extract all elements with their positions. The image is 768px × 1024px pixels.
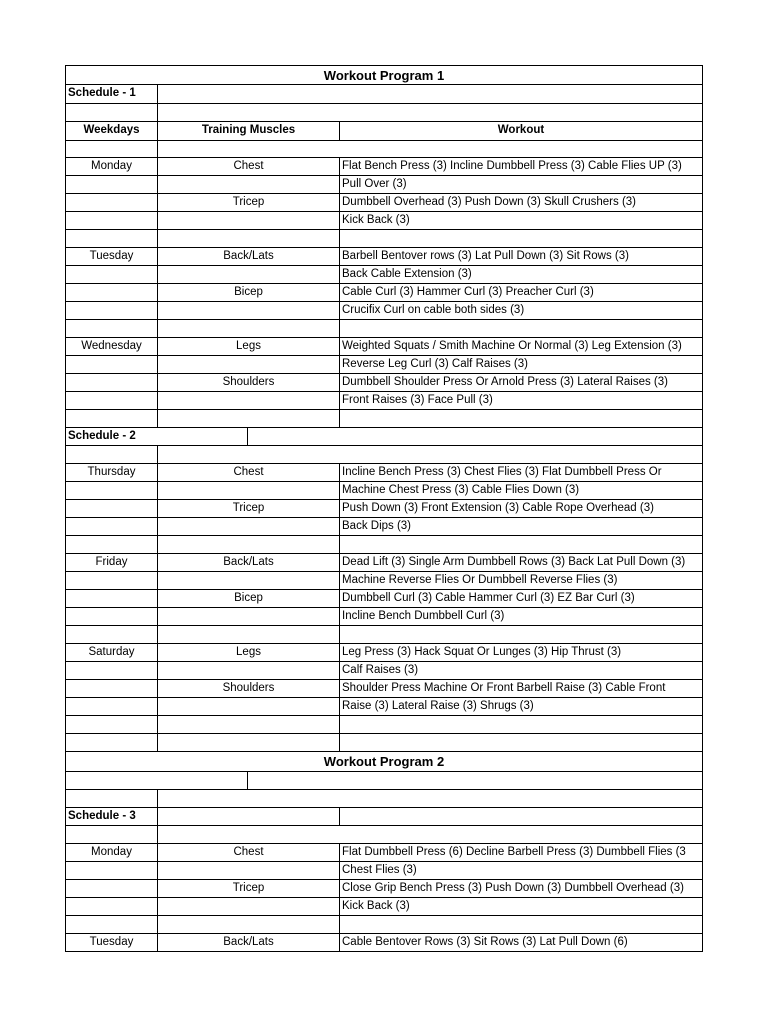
training-muscle-cell: Chest (157, 844, 339, 861)
workout-cell: Push Down (3) Front Extension (3) Cable Rope Overhead (3) (339, 500, 702, 517)
workout-row (65, 464, 703, 482)
training-muscle-cell (157, 662, 339, 679)
training-muscle-cell (157, 698, 339, 715)
workout-row (65, 176, 703, 194)
schedule-1-label-row (65, 85, 703, 104)
workout-cell: Front Raises (3) Face Pull (3) (339, 392, 702, 409)
schedule-3-label: Schedule - 3 (68, 810, 136, 822)
weekday-cell (66, 230, 157, 247)
training-muscle-cell (157, 266, 339, 283)
workout-cell (339, 716, 702, 733)
training-muscle-cell (157, 862, 339, 879)
weekday-cell (66, 590, 157, 607)
weekday-cell: Wednesday (81, 340, 142, 352)
workout-cell (339, 536, 702, 553)
workout-row (65, 662, 703, 680)
training-muscle-cell (157, 356, 339, 373)
weekdays-header: Weekdays (83, 124, 140, 136)
workout-cell (339, 916, 702, 933)
weekday-cell: Monday (91, 846, 132, 858)
workout-row (65, 500, 703, 518)
workout-cell (339, 230, 702, 247)
weekday-cell (66, 716, 157, 733)
weekday-cell (66, 194, 157, 211)
empty-cell (66, 772, 247, 789)
workout-cell: Incline Bench Dumbbell Curl (3) (339, 608, 702, 625)
workout-row (65, 518, 703, 536)
weekday-cell (66, 698, 157, 715)
spacer-row (65, 446, 703, 464)
workout-cell: Cable Bentover Rows (3) Sit Rows (3) Lat Pull Down (6) (339, 934, 702, 951)
spacer-row (65, 104, 703, 122)
spacer-row (65, 826, 703, 844)
schedule-1-label: Schedule - 1 (68, 87, 136, 99)
workout-row (65, 158, 703, 176)
weekday-cell (66, 880, 157, 897)
training-muscle-cell (157, 230, 339, 247)
workout-row (65, 320, 703, 338)
weekday-cell (66, 734, 157, 751)
training-muscle-cell (157, 608, 339, 625)
training-muscle-cell: Shoulders (157, 374, 339, 391)
workout-cell: Reverse Leg Curl (3) Calf Raises (3) (339, 356, 702, 373)
workout-row (65, 194, 703, 212)
weekday-cell (66, 916, 157, 933)
weekday-cell (66, 680, 157, 697)
workout-cell (339, 626, 702, 643)
workout-row (65, 410, 703, 428)
workout-cell: Kick Back (3) (339, 898, 702, 915)
training-muscle-cell (157, 176, 339, 193)
program-1-title: Workout Program 1 (323, 68, 445, 83)
empty-cell (157, 141, 702, 157)
workout-cell: Pull Over (3) (339, 176, 702, 193)
training-muscle-cell: Chest (157, 464, 339, 481)
workout-row (65, 844, 703, 862)
workout-row (65, 862, 703, 880)
training-muscle-cell: Chest (157, 158, 339, 175)
workout-cell (339, 410, 702, 427)
workout-cell: Leg Press (3) Hack Squat Or Lunges (3) Hip Thrust (3) (339, 644, 702, 661)
workout-row (65, 626, 703, 644)
workout-cell: Dead Lift (3) Single Arm Dumbbell Rows (3) Back Lat Pull Down (3) (339, 554, 702, 571)
weekday-cell: Tuesday (89, 250, 134, 262)
workout-row (65, 212, 703, 230)
weekday-cell (66, 284, 157, 301)
workout-cell: Raise (3) Lateral Raise (3) Shrugs (3) (339, 698, 702, 715)
empty-cell (157, 790, 702, 807)
workout-row (65, 680, 703, 698)
workout-row (65, 536, 703, 554)
training-muscle-cell (157, 626, 339, 643)
workout-cell: Dumbbell Shoulder Press Or Arnold Press (3) Lateral Raises (3) (339, 374, 702, 391)
training-muscle-cell (157, 392, 339, 409)
training-muscle-cell (157, 898, 339, 915)
workout-row (65, 338, 703, 356)
weekday-cell (66, 302, 157, 319)
workout-row (65, 248, 703, 266)
weekday-cell (66, 500, 157, 517)
workout-row (65, 934, 703, 952)
workout-cell: Flat Dumbbell Press (6) Decline Barbell Press (3) Dumbbell Flies (3 (339, 844, 702, 861)
training-muscle-cell: Back/Lats (157, 934, 339, 951)
workout-cell: Dumbbell Curl (3) Cable Hammer Curl (3) EZ Bar Curl (3) (339, 590, 702, 607)
workout-row (65, 302, 703, 320)
program-2-title-row (65, 752, 703, 772)
empty-cell (157, 446, 702, 463)
workout-cell: Back Dips (3) (339, 518, 702, 535)
schedule-1-table (65, 158, 703, 428)
workout-cell: Dumbbell Overhead (3) Push Down (3) Skull Crushers (3) (339, 194, 702, 211)
training-muscle-cell: Back/Lats (157, 248, 339, 265)
training-muscle-cell: Legs (157, 644, 339, 661)
workout-cell: Back Cable Extension (3) (339, 266, 702, 283)
workout-cell: Weighted Squats / Smith Machine Or Normal (3) Leg Extension (3) (339, 338, 702, 355)
training-muscles-header: Training Muscles (157, 122, 339, 140)
workout-row (65, 590, 703, 608)
empty-cell (157, 826, 702, 843)
workout-row (65, 482, 703, 500)
workout-row (65, 284, 703, 302)
workout-cell: Flat Bench Press (3) Incline Dumbbell Press (3) Cable Flies UP (3) (339, 158, 702, 175)
workout-cell: Calf Raises (3) (339, 662, 702, 679)
training-muscle-cell: Tricep (157, 880, 339, 897)
empty-cell (157, 85, 702, 103)
column-header-row (65, 122, 703, 141)
schedule-2-table (65, 464, 703, 752)
empty-cell (247, 428, 702, 445)
spacer-row (65, 790, 703, 808)
weekday-cell (66, 176, 157, 193)
workout-row (65, 356, 703, 374)
training-muscle-cell (157, 734, 339, 751)
training-muscle-cell (157, 482, 339, 499)
workout-cell: Cable Curl (3) Hammer Curl (3) Preacher Curl (3) (339, 284, 702, 301)
training-muscle-cell (157, 302, 339, 319)
training-muscle-cell (157, 716, 339, 733)
workout-row (65, 266, 703, 284)
spacer-row (65, 772, 703, 790)
spacer-row (65, 141, 703, 158)
training-muscle-cell: Legs (157, 338, 339, 355)
workout-cell: Close Grip Bench Press (3) Push Down (3) Dumbbell Overhead (3) (339, 880, 702, 897)
weekday-cell (66, 320, 157, 337)
workout-cell (339, 320, 702, 337)
workout-cell: Machine Chest Press (3) Cable Flies Down (3) (339, 482, 702, 499)
weekday-cell (66, 518, 157, 535)
workout-cell: Kick Back (3) (339, 212, 702, 229)
workout-cell (339, 734, 702, 751)
workout-cell: Shoulder Press Machine Or Front Barbell Raise (3) Cable Front (339, 680, 702, 697)
workout-cell: Machine Reverse Flies Or Dumbbell Reverse Flies (3) (339, 572, 702, 589)
training-muscle-cell (157, 212, 339, 229)
weekday-cell: Friday (95, 556, 128, 568)
workout-row (65, 608, 703, 626)
weekday-cell (66, 266, 157, 283)
weekday-cell: Tuesday (89, 936, 134, 948)
training-muscle-cell (157, 320, 339, 337)
weekday-cell (66, 374, 157, 391)
workout-row (65, 392, 703, 410)
weekday-cell (66, 862, 157, 879)
workout-row (65, 554, 703, 572)
workout-row (65, 880, 703, 898)
workout-row (65, 230, 703, 248)
workout-header: Workout (339, 122, 702, 140)
empty-cell (157, 104, 702, 121)
workout-spreadsheet (65, 65, 703, 952)
empty-cell (157, 808, 339, 825)
weekday-cell (66, 410, 157, 427)
weekday-cell: Saturday (88, 646, 135, 658)
training-muscle-cell (157, 410, 339, 427)
training-muscle-cell: Back/Lats (157, 554, 339, 571)
weekday-cell (66, 608, 157, 625)
training-muscle-cell: Bicep (157, 284, 339, 301)
workout-row (65, 734, 703, 752)
training-muscle-cell: Bicep (157, 590, 339, 607)
training-muscle-cell (157, 536, 339, 553)
training-muscle-cell (157, 916, 339, 933)
training-muscle-cell (157, 518, 339, 535)
weekday-cell (66, 572, 157, 589)
workout-row (65, 374, 703, 392)
training-muscle-cell: Shoulders (157, 680, 339, 697)
workout-cell: Barbell Bentover rows (3) Lat Pull Down (3) Sit Rows (3) (339, 248, 702, 265)
weekday-cell (66, 536, 157, 553)
training-muscle-cell: Tricep (157, 194, 339, 211)
program-1-title-row (65, 65, 703, 85)
training-muscle-cell: Tricep (157, 500, 339, 517)
weekday-cell (66, 212, 157, 229)
weekday-cell (66, 392, 157, 409)
workout-cell: Crucifix Curl on cable both sides (3) (339, 302, 702, 319)
workout-row (65, 898, 703, 916)
weekday-cell (66, 482, 157, 499)
schedule-3-label-row (65, 808, 703, 826)
workout-row (65, 572, 703, 590)
weekday-cell (66, 626, 157, 643)
weekday-cell (66, 662, 157, 679)
workout-row (65, 716, 703, 734)
workout-row (65, 916, 703, 934)
weekday-cell (66, 898, 157, 915)
program-2-title: Workout Program 2 (323, 754, 445, 769)
weekday-cell: Thursday (87, 466, 136, 478)
empty-cell (339, 808, 702, 825)
empty-cell (247, 772, 702, 789)
weekday-cell (66, 356, 157, 373)
schedule-2-label-row (65, 428, 703, 446)
workout-row (65, 644, 703, 662)
workout-row (65, 698, 703, 716)
workout-cell: Chest Flies (3) (339, 862, 702, 879)
workout-cell: Incline Bench Press (3) Chest Flies (3) Flat Dumbbell Press Or (339, 464, 702, 481)
training-muscle-cell (157, 572, 339, 589)
weekday-cell: Monday (91, 160, 132, 172)
schedule-2-label: Schedule - 2 (68, 430, 136, 442)
schedule-3-table (65, 844, 703, 952)
